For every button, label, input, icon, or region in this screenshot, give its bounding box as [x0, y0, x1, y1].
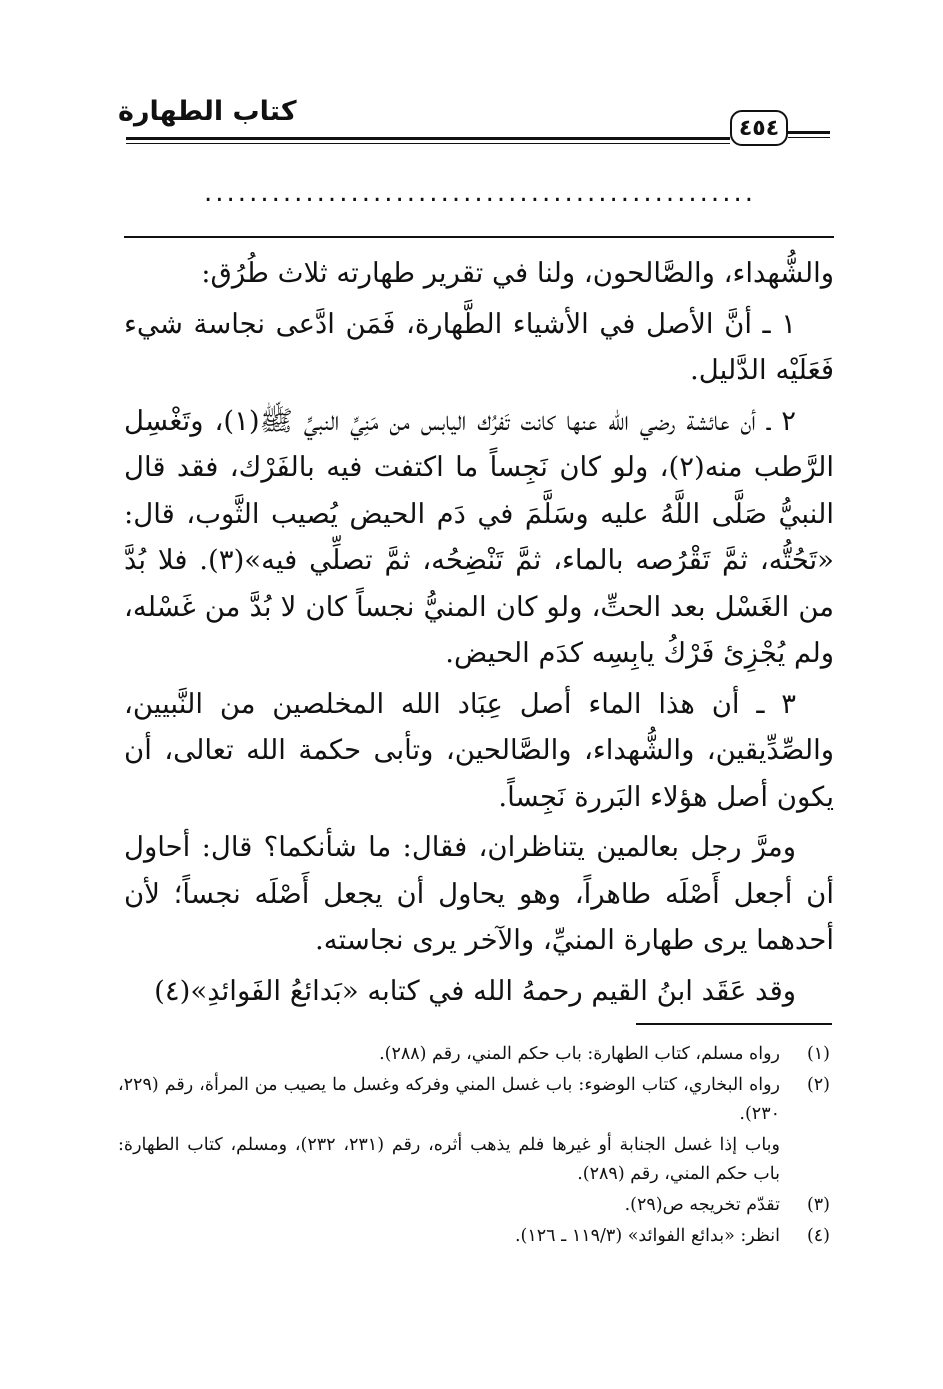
footnotes — [118, 1040, 830, 1253]
footnote-text: انظر: «بدائع الفوائد» (١١٩/٣ ـ ١٢٦). — [514, 1226, 780, 1246]
badge-tail-rule-thin — [788, 137, 830, 138]
footnote-number: (١) — [806, 1044, 830, 1064]
main-text — [124, 250, 834, 1018]
footnote-continuation: وباب إذا غسل الجنابة أو غيرها فلم يذهب أثره، رقم (٢٣١، ٢٣٢)، ومسلم، كتاب الطهارة: باب حكم المني، رقم (٢٨٩). — [118, 1135, 780, 1184]
footnote-item — [118, 1191, 830, 1220]
header-rule — [126, 137, 730, 140]
footnote-text: تقدّم تخريجه ص(٢٩). — [624, 1195, 780, 1215]
paragraph: وقد عَقَد ابنُ القيم رحمهُ الله في كتابه «بَدائعُ الفَوائدِ»(٤) — [154, 974, 796, 1007]
footnote-number: (٣) — [806, 1195, 830, 1215]
footnote-rule — [636, 1023, 832, 1025]
badge-tail-rule — [788, 131, 830, 134]
section-divider — [124, 236, 834, 238]
paragraph: ١ ـ أنَّ الأصل في الأشياء الطَّهارة، فَمَن ادَّعى نجاسة شيء فَعَلَيْه الدَّليل. — [124, 307, 834, 386]
footnote-item — [118, 1071, 830, 1129]
dotted-separator: ................................................. — [204, 178, 756, 208]
paragraph: ٣ ـ أن هذا الماء أصل عِبَاد الله المخلصين من النَّبيين، والصِّدِّيقين، والشُّهداء، والصَّالحين، وتأبى حكمة الله تعالى، أن يكون أصل هؤلاء البَررة نَجِساً. — [124, 687, 834, 813]
footnote-number: (٢) — [806, 1075, 830, 1095]
footnote-item — [118, 1040, 830, 1069]
page-number-badge — [730, 110, 788, 146]
header-rule-thin — [126, 143, 730, 144]
footnote-text: رواه مسلم، كتاب الطهارة: باب حكم المني، رقم (٢٨٨). — [379, 1044, 780, 1064]
paragraph: والشُّهداء، والصَّالحون، ولنا في تقرير طهارته ثلاث طُرُق: — [201, 257, 834, 289]
footnote-text: رواه البخاري، كتاب الوضوء: باب غسل المني وفركه وغسل ما يصيب من المرأة، رقم (٢٢٩، ٢٣٠). — [118, 1075, 780, 1124]
paragraph: ٢ ـ أن عائشة رضي الله عنها كانت تَفرُك اليابس من مَنِيِّ النبيِّ ﷺ(١)، وتَغْسِل الرَّطب منه(٢)، ولو كان نَجِساً ما اكتفت فيه بالفَرْك، فقد قال النبيُّ صَلَّى اللَّهُ عليه وسَلَّمَ في دَم الحيض يُصيب الثَّوب، قال: «تَحُتُّه، ثمَّ تَقْرُصه بالماء، ثمَّ تَنْضِحُه، ثمَّ تصلِّي فيه»(٣). فلا بُدَّ من الغَسْل بعد الحتِّ، ولو كان المنيُّ نجساً كان لا بُدَّ من غَسْله، ولم يُجْزِئ فَرْكُ يابِسِه كدَم الحيض. — [124, 404, 835, 669]
footnote-number: (٤) — [806, 1226, 830, 1246]
footnote-item — [118, 1222, 830, 1251]
paragraph: ومرَّ رجل بعالمين يتناظران، فقال: ما شأنكما؟ قال: أحاول أن أجعل أَصْلَه طاهراً، وهو يحاول أن يجعل أَصْلَه نجساً؛ لأن أحدهما يرى طهارة المنيِّ، والآخر يرى نجاسته. — [124, 831, 834, 956]
page-number: ٤٥٤ — [738, 115, 780, 141]
running-header-title: كتاب الطهارة — [118, 96, 297, 127]
